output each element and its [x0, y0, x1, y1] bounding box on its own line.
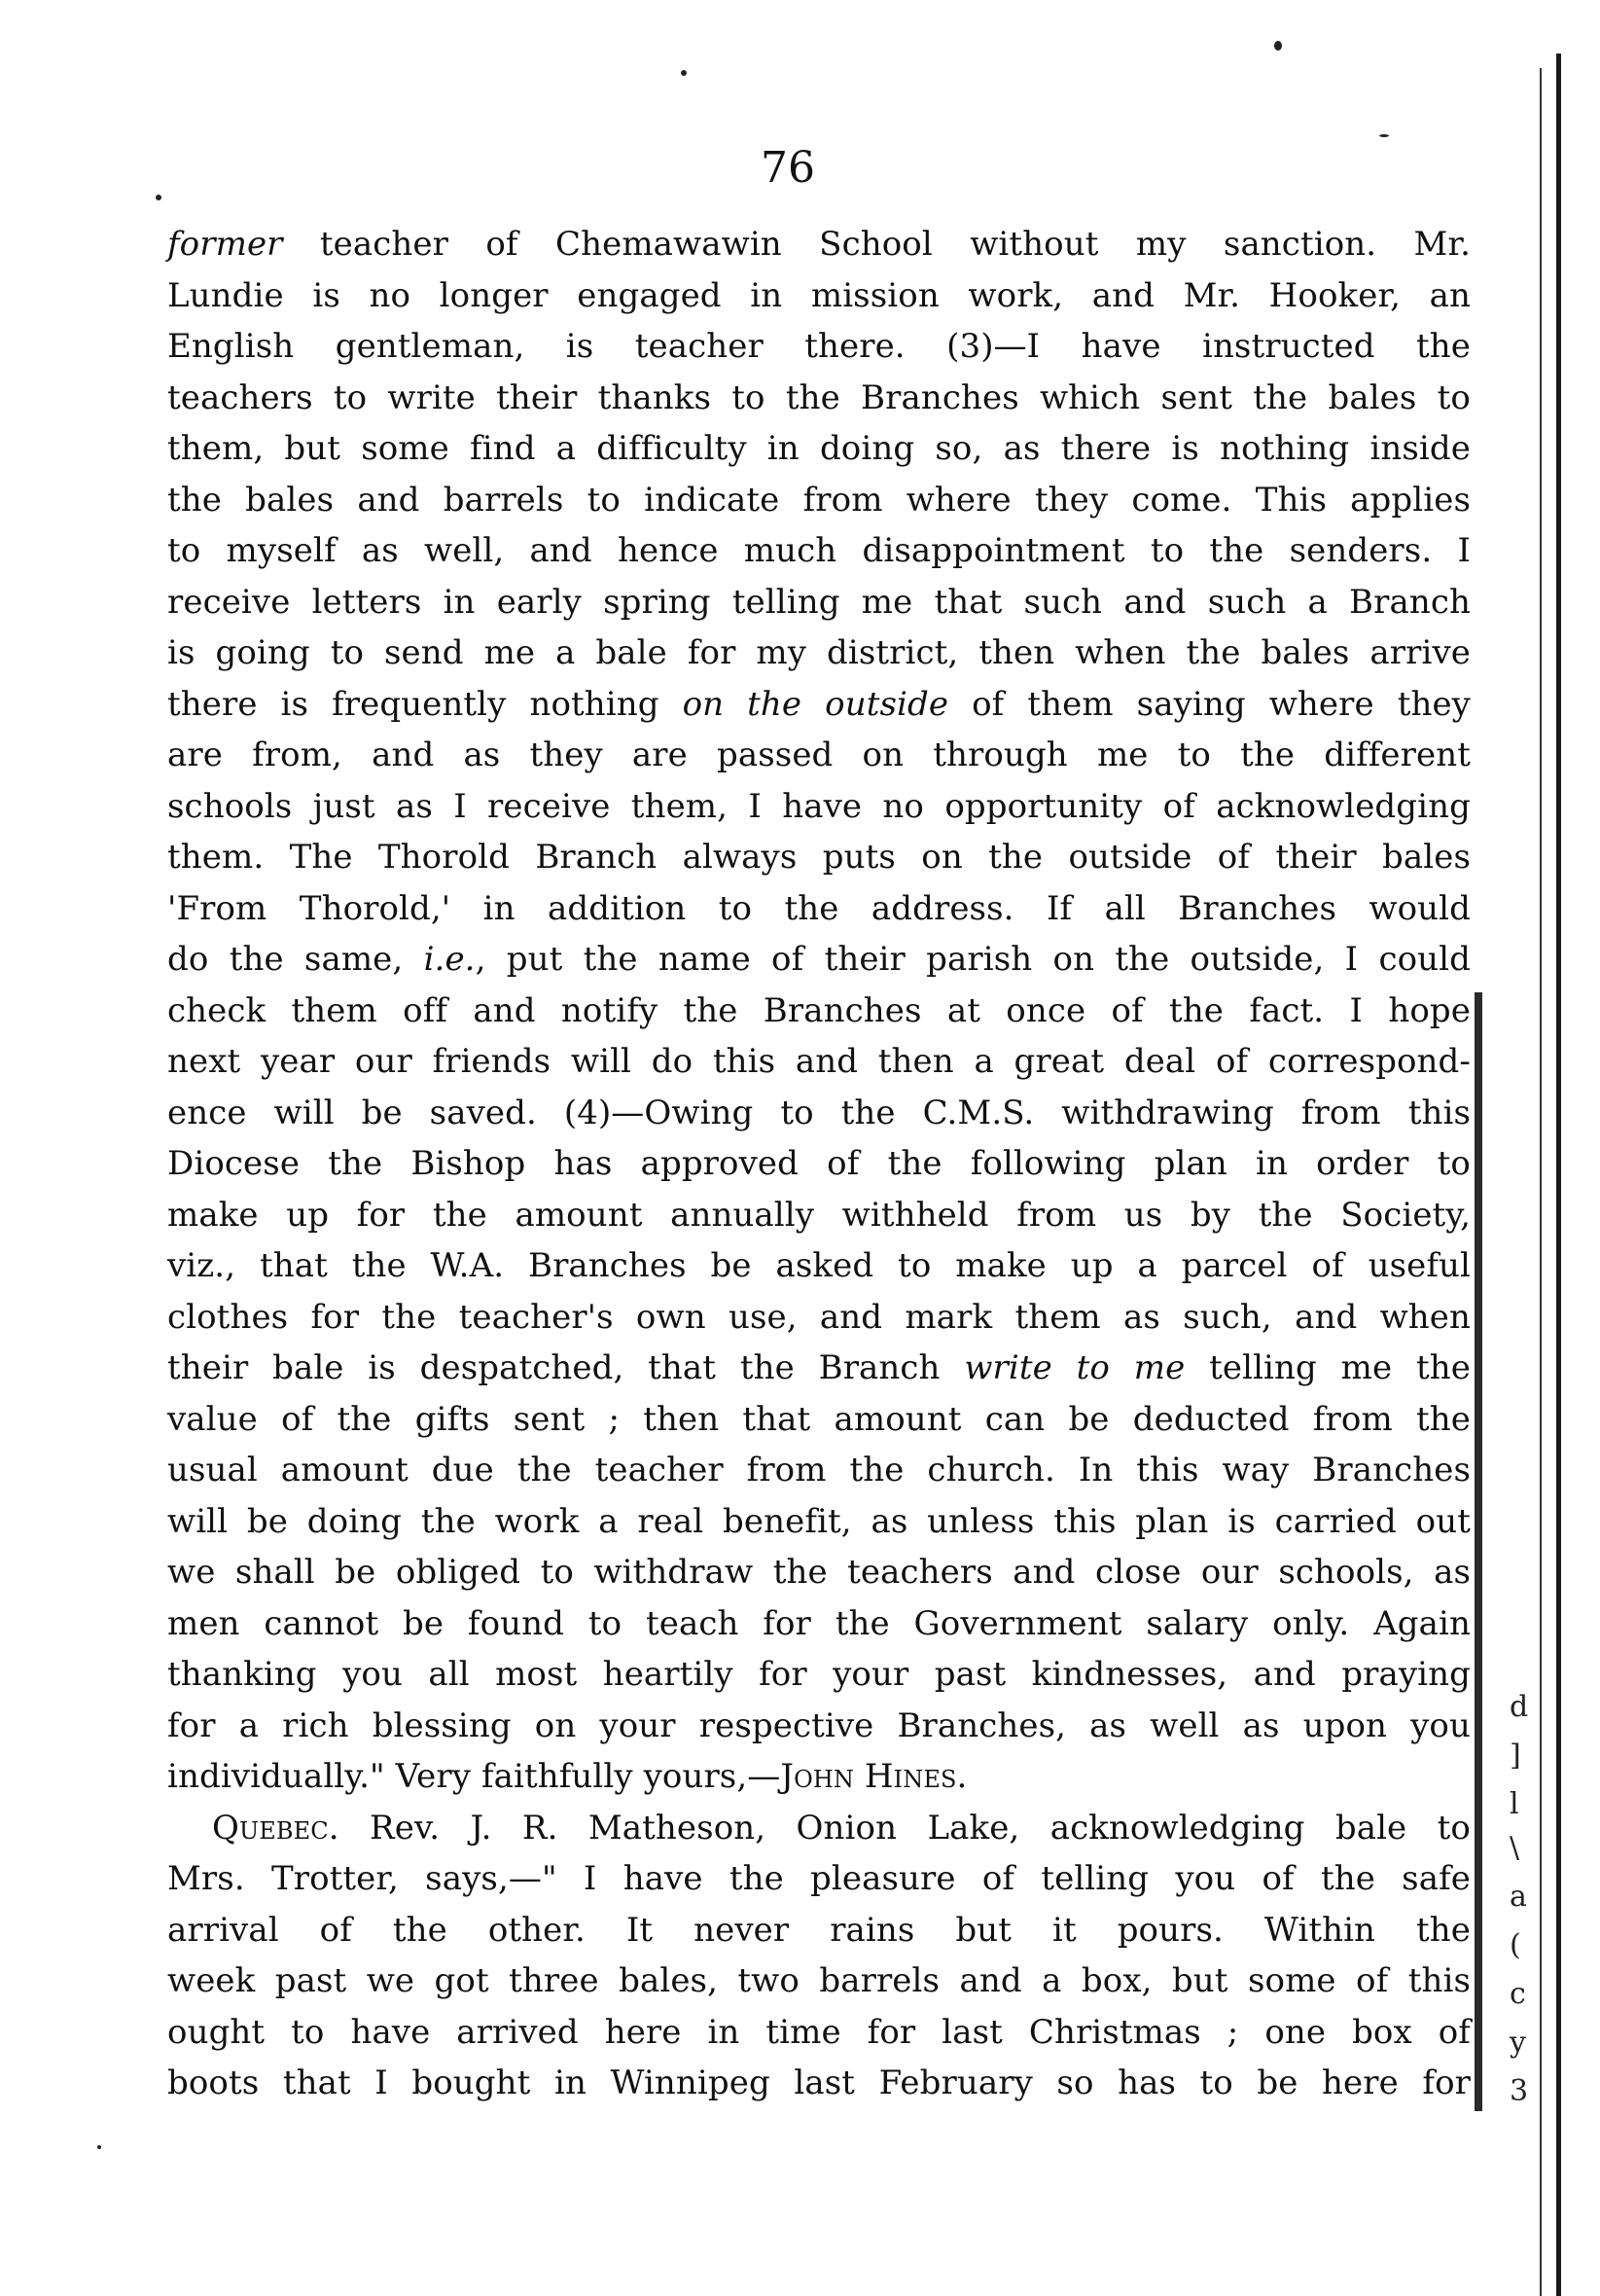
text-line	[167, 2007, 1471, 2059]
text-run: English gentleman, is teacher there. (3)—I have instructed the	[167, 327, 1471, 366]
text-run: value of the gifts sent ; then that amount can be deducted from the	[167, 1399, 1471, 1439]
text-line	[167, 1803, 1471, 1854]
text-run: 'From Thorold,' in addition to the address. If all Branches would	[167, 888, 1471, 928]
text-run: will be doing the work a real benefit, as unless this plan is carried out	[167, 1501, 1471, 1541]
text-run: to myself as well, and hence much disappointment to the senders. I	[167, 531, 1471, 570]
text-line	[167, 475, 1471, 526]
text-line	[167, 321, 1471, 373]
text-line	[167, 1701, 1471, 1752]
text-run: boots that I bought in Winnipeg last February so has to be here for	[167, 2063, 1471, 2102]
text-run: viz., that the W.A. Branches be asked to make up a parcel of useful	[167, 1246, 1471, 1285]
text-line	[167, 270, 1471, 322]
text-line	[167, 1292, 1471, 1344]
text-run: for a rich blessing on your respective Branches, as well as upon you	[167, 1705, 1471, 1745]
text-line	[167, 1905, 1471, 1956]
text-run: Diocese the Bishop has approved of the following plan in order to	[167, 1144, 1471, 1183]
body-text	[167, 219, 1471, 2109]
text-line	[167, 1445, 1471, 1496]
text-line	[167, 986, 1471, 1037]
text-run: Mrs. Trotter, says,—" I have the pleasure of telling you of the safe	[167, 1859, 1471, 1898]
text-line	[167, 1036, 1471, 1088]
text-run: usual amount due the teacher from the church. In this way Branches	[167, 1451, 1471, 1489]
text-run: ought to have arrived here in time for last Christmas ; one box of	[167, 2012, 1471, 2052]
text-line	[167, 1598, 1471, 1650]
text-line	[167, 781, 1471, 833]
text-line	[167, 373, 1471, 424]
text-line	[167, 1088, 1471, 1139]
text-run: next year our friends will do this and then a great deal of correspond-	[167, 1042, 1471, 1081]
text-run: individually." Very faithfully yours,—	[167, 1757, 781, 1796]
text-line	[167, 1343, 1471, 1394]
text-line	[167, 1240, 1471, 1292]
text-line	[167, 2058, 1471, 2109]
text-run: thanking you all most heartily for your past kindnesses, and praying	[167, 1655, 1471, 1694]
margin-glyph: 3	[1510, 2074, 1529, 2108]
scan-speck	[681, 70, 687, 76]
text-run: men cannot be found to teach for the Government salary only. Again	[167, 1603, 1471, 1643]
text-line	[167, 1496, 1471, 1548]
text-line	[167, 934, 1471, 986]
margin-glyph: d	[1510, 1690, 1529, 1724]
text-run: , put the name of their parish on the outside, I could	[475, 940, 1471, 979]
text-line	[167, 577, 1471, 628]
binding-edge-thin	[1540, 68, 1542, 2296]
text-line	[167, 1190, 1471, 1241]
text-run: arrival of the other. It never rains but it pours. Within the	[167, 1910, 1471, 1950]
text-run: check them off and notify the Branches at once of the fact. I hope	[167, 990, 1471, 1030]
text-run: teachers to write their thanks to the Branches which sent the bales to	[167, 377, 1471, 417]
scan-speck	[156, 195, 161, 200]
scan-speck	[1379, 134, 1389, 137]
text-line	[167, 1547, 1471, 1598]
text-run: we shall be obliged to withdraw the teachers and close our schools, as	[167, 1553, 1471, 1592]
text-run: is going to send me a bale for my district, then when the bales arrive	[167, 633, 1471, 672]
text-run: them, but some find a difficulty in doing so, as there is nothing inside	[167, 429, 1471, 468]
page-number: 76	[761, 143, 815, 193]
text-line	[167, 832, 1471, 883]
margin-glyph: \	[1510, 1831, 1520, 1865]
text-line	[167, 423, 1471, 475]
text-line	[167, 730, 1471, 781]
text-line	[167, 1751, 1471, 1803]
margin-glyph: c	[1510, 1977, 1526, 2011]
text-run: of them saying where they	[948, 684, 1471, 724]
text-run: Rev. J. R. Matheson, Onion Lake, acknowledging bale to	[338, 1808, 1471, 1848]
text-run: on the outside	[682, 684, 949, 724]
text-line	[167, 628, 1471, 679]
text-line	[167, 219, 1471, 270]
text-line	[167, 1649, 1471, 1701]
text-run: make up for the amount annually withheld from us by the Society,	[167, 1195, 1471, 1235]
text-line	[167, 679, 1471, 731]
margin-glyph: l	[1510, 1787, 1519, 1821]
text-run: former	[167, 225, 283, 264]
text-run: week past we got three bales, two barrels and a box, but some of this	[167, 1961, 1471, 2000]
scan-speck	[1274, 41, 1282, 51]
margin-glyph: a	[1510, 1880, 1527, 1914]
text-line	[167, 1853, 1471, 1905]
text-run: Lundie is no longer engaged in mission work, and Mr. Hooker, an	[167, 275, 1471, 315]
text-line	[167, 1955, 1471, 2007]
text-run: are from, and as they are passed on through me to the different	[167, 735, 1471, 774]
text-run: receive letters in early spring telling me that such and such a Branch	[167, 582, 1471, 622]
text-run: there is frequently nothing	[167, 684, 683, 724]
text-run: telling me the	[1185, 1348, 1471, 1387]
margin-glyph: (	[1510, 1928, 1521, 1962]
text-line	[167, 883, 1471, 935]
text-line	[167, 1394, 1471, 1446]
binding-shadow	[1475, 992, 1482, 2111]
text-run: them. The Thorold Branch always puts on the outside of their bales	[167, 838, 1471, 877]
text-run: the bales and barrels to indicate from where they come. This applies	[167, 480, 1471, 520]
text-line	[167, 525, 1471, 577]
margin-glyph: ]	[1510, 1739, 1521, 1773]
scan-speck	[97, 2145, 101, 2149]
text-run: ence will be saved. (4)—Owing to the C.M.S. withdrawing from this	[167, 1093, 1471, 1132]
margin-glyph: y	[1510, 2026, 1526, 2060]
text-run: teacher of Chemawawin School without my sanction. Mr.	[282, 225, 1471, 264]
text-run: Quebec.	[212, 1808, 339, 1848]
text-run: John Hines.	[780, 1757, 968, 1796]
text-line	[167, 1138, 1471, 1190]
text-run: clothes for the teacher's own use, and mark them as such, and when	[167, 1297, 1471, 1337]
text-run: i.e.	[423, 940, 476, 979]
text-run: their bale is despatched, that the Branch	[167, 1348, 965, 1387]
text-run: schools just as I receive them, I have no opportunity of acknowledging	[167, 786, 1471, 826]
binding-edge	[1556, 54, 1561, 2296]
text-run: do the same,	[167, 940, 424, 979]
text-run: write to me	[964, 1348, 1186, 1387]
